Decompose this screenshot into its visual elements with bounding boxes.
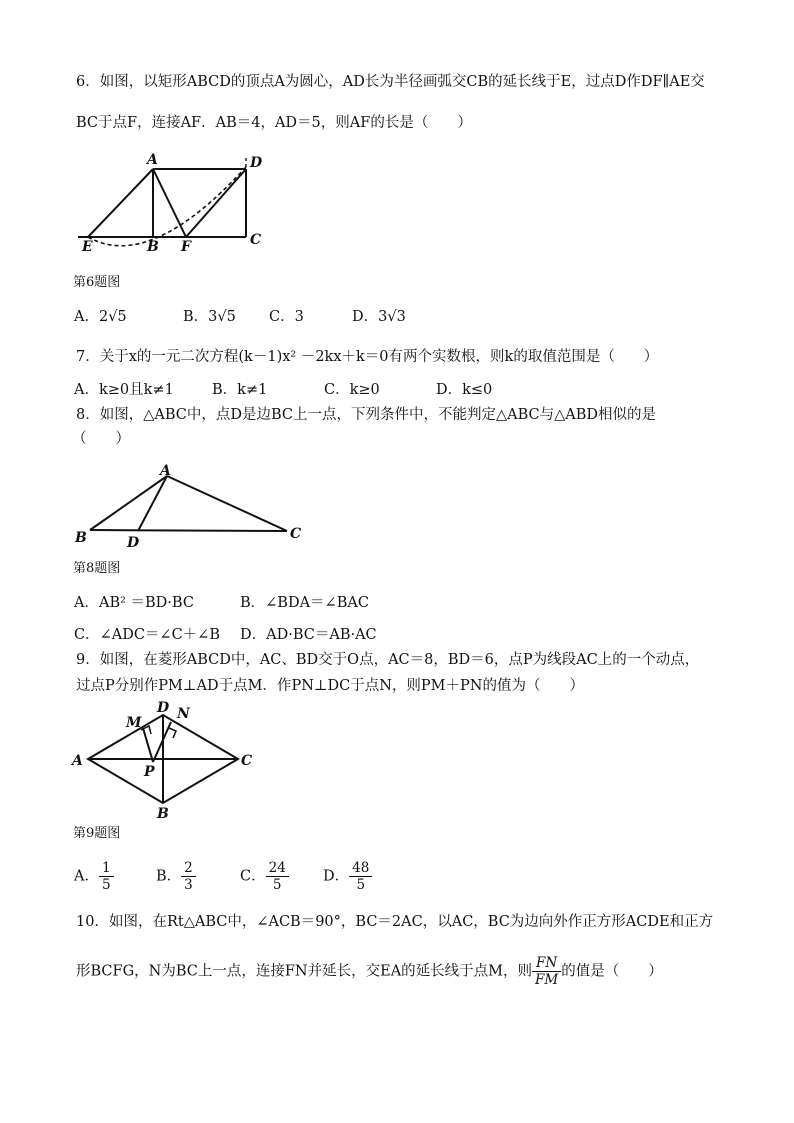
q8-option-a: A．AB² ＝BD·BC <box>74 595 194 611</box>
q9-option-b <box>156 860 196 893</box>
q10-text-line2-before: 形BCFG，N为BC上一点，连接FN并延长，交EA的延长线于点M，则 <box>76 963 533 980</box>
q8-option-d: D．AD·BC＝AB·AC <box>240 627 377 643</box>
q10-text-line2 <box>76 955 663 988</box>
q9-option-d-label: D． <box>323 868 350 885</box>
q9-option-b-num: 2 <box>181 860 196 877</box>
q6-text-line1: 6．如图，以矩形ABCD的顶点A为圆心，AD长为半径画弧交CB的延长线于E，过点D作DF∥AE交 <box>76 74 705 90</box>
q9-option-a <box>74 860 114 893</box>
q8-option-b: B．∠BDA＝∠BAC <box>240 595 369 611</box>
q8-label-A: A <box>160 463 171 479</box>
q9-text-line1: 9．如图，在菱形ABCD中，AC、BD交于O点，AC＝8，BD＝6，点P为线段AC上的一个动点， <box>76 652 700 668</box>
q9-option-d-fraction <box>349 860 372 893</box>
q9-option-d-den: 5 <box>356 877 366 893</box>
q6-option-a: A．2√5 <box>74 309 127 325</box>
q10-ratio-fraction <box>532 955 561 988</box>
q7-text-line1: 7．关于x的一元二次方程(k－1)x² －2kx＋k＝0有两个实数根，则k的取值范围是（ ） <box>76 349 659 365</box>
q9-text-line2: 过点P分别作PM⊥AD于点M．作PN⊥DC于点N，则PM＋PN的值为（ ） <box>76 678 584 694</box>
q8-option-c: C．∠ADC＝∠C＋∠B <box>74 627 220 643</box>
q6-label-D: D <box>250 155 263 171</box>
q6-option-c: C．3 <box>269 309 304 325</box>
q8-label-C: C <box>290 526 302 542</box>
q10-ratio-den: FM <box>535 972 559 988</box>
q6-label-C: C <box>250 232 262 248</box>
q6-caption: 第6题图 <box>73 275 121 290</box>
q9-option-b-den: 3 <box>184 877 193 893</box>
q6-option-d: D．3√3 <box>352 309 406 325</box>
q6-label-A: A <box>147 152 158 168</box>
q9-label-D: D <box>157 700 170 716</box>
q9-label-C: C <box>241 753 253 769</box>
q7-option-c: C．k≥0 <box>324 382 380 398</box>
q9-option-a-den: 5 <box>101 877 111 893</box>
q8-label-B: B <box>75 530 87 546</box>
q8-text-line2: （ ） <box>72 431 130 447</box>
q9-label-A: A <box>72 753 83 769</box>
q6-label-F: F <box>181 239 191 255</box>
q10-text-line1: 10．如图，在Rt△ABC中，∠ACB＝90°，BC＝2AC，以AC，BC为边向外作正方形ACDE和正方 <box>76 914 714 930</box>
q9-option-b-fraction <box>181 860 196 893</box>
q9-option-a-fraction <box>99 860 114 893</box>
q9-option-b-label: B． <box>156 868 182 885</box>
q6-option-b: B．3√5 <box>183 309 236 325</box>
q9-option-c-label: C． <box>240 868 266 885</box>
q9-option-c-fraction <box>266 860 289 893</box>
q9-label-P: P <box>144 764 155 780</box>
q9-option-c-num: 24 <box>266 860 289 877</box>
q8-label-D: D <box>127 535 140 551</box>
q9-option-a-num: 1 <box>99 860 114 877</box>
q9-label-B: B <box>157 806 169 822</box>
q6-label-E: E <box>82 239 93 255</box>
q6-text-line2: BC于点F，连接AF．AB＝4，AD＝5，则AF的长是（ ） <box>76 115 472 131</box>
q9-label-N: N <box>177 706 190 722</box>
q6-label-B: B <box>147 239 159 255</box>
q9-option-d <box>323 860 372 893</box>
q9-option-d-num: 48 <box>349 860 372 877</box>
q7-option-b: B．k≠1 <box>212 382 268 398</box>
q10-text-line2-after: 的值是（ ） <box>561 963 663 980</box>
q8-caption: 第8题图 <box>73 561 121 576</box>
q9-option-c <box>240 860 289 893</box>
q9-option-a-label: A． <box>74 868 99 885</box>
q7-option-d: D．k≤0 <box>436 382 493 398</box>
q7-option-a: A．k≥0且k≠1 <box>74 382 174 398</box>
q9-label-M: M <box>126 715 142 731</box>
q10-ratio-num: FN <box>532 955 561 972</box>
q9-option-c-den: 5 <box>272 877 282 893</box>
q9-caption: 第9题图 <box>73 826 121 841</box>
q8-text-line1: 8．如图，△ABC中，点D是边BC上一点，下列条件中，不能判定△ABC与△ABD相似的是 <box>76 407 657 423</box>
